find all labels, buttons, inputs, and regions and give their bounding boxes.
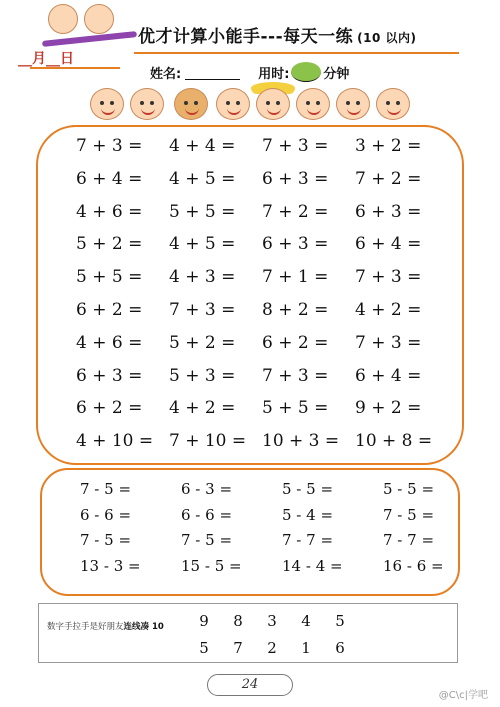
date-underline [30, 67, 120, 69]
math-problem: 5 + 5 = [169, 201, 236, 222]
worksheet-title [138, 22, 417, 47]
make-ten-top-numbers [187, 612, 357, 630]
make-ten-number[interactable]: 9 [199, 612, 209, 630]
math-problem: 5 - 5 = [282, 480, 334, 498]
make-ten-instruction-prefix: 数字手拉手是好朋友 [47, 622, 124, 632]
math-problem: 5 + 2 = [169, 332, 236, 353]
math-problem: 4 + 6 = [76, 332, 143, 353]
math-problem: 4 + 5 = [169, 168, 236, 189]
math-problem: 16 - 6 = [383, 556, 444, 575]
math-problem: 7 + 3 = [262, 136, 329, 156]
math-problem: 4 + 2 = [169, 398, 236, 419]
date-label: __月__日 [18, 51, 74, 67]
math-problem: 6 + 3 = [355, 201, 422, 222]
child-face-icon [256, 88, 290, 120]
math-problem: 7 + 3 = [355, 332, 422, 353]
math-problem: 4 + 3 = [169, 267, 236, 288]
make-ten-number[interactable]: 7 [233, 639, 243, 657]
title-rule [134, 52, 459, 54]
math-problem: 7 + 10 = [169, 431, 247, 452]
worksheet-header [0, 0, 500, 120]
make-ten-number[interactable]: 5 [335, 612, 345, 630]
math-problem: 7 + 3 = [262, 365, 329, 386]
make-ten-instruction-bold: 连线凑 10 [123, 622, 164, 632]
child-face-icon [376, 88, 410, 120]
make-ten-number[interactable]: 4 [301, 612, 311, 630]
math-problem: 4 + 2 = [355, 299, 422, 320]
math-problem: 4 + 5 = [169, 234, 236, 255]
girls-on-branch-illustration [22, 0, 132, 48]
make-ten-number[interactable]: 5 [199, 639, 209, 657]
make-ten-instruction [47, 620, 164, 632]
bear-face-icon [174, 88, 208, 120]
math-problem: 7 + 2 = [355, 168, 422, 189]
math-problem: 7 + 3 = [355, 267, 422, 288]
math-problem: 5 + 5 = [262, 398, 329, 419]
make-ten-number[interactable]: 1 [301, 639, 311, 657]
subtraction-problems-grid [80, 477, 460, 579]
math-problem: 10 + 8 = [355, 431, 433, 452]
time-label: 用时: [258, 67, 290, 82]
math-problem: 7 + 2 = [262, 201, 329, 222]
child-face-icon [130, 88, 164, 120]
children-faces-illustration [70, 80, 450, 124]
math-problem: 6 + 4 = [355, 234, 422, 255]
math-problem: 5 + 5 = [76, 267, 143, 288]
math-problem: 6 - 6 = [181, 505, 233, 524]
name-label: 姓名: [150, 67, 182, 82]
math-problem: 7 + 1 = [262, 267, 329, 288]
child-face-icon [90, 88, 124, 120]
math-problem: 5 + 2 = [76, 234, 143, 255]
math-problem: 6 - 6 = [80, 505, 132, 524]
title-main: 优才计算小能手---每天一练 [138, 27, 354, 47]
math-problem: 7 - 5 = [181, 531, 233, 549]
math-problem: 3 + 2 = [355, 136, 422, 156]
math-problem: 5 + 3 = [169, 365, 236, 386]
math-problem: 7 + 3 = [76, 136, 143, 156]
make-ten-number[interactable]: 6 [335, 639, 345, 657]
balloon-icon [291, 62, 321, 82]
math-problem: 9 + 2 = [355, 398, 422, 419]
math-problem: 6 + 3 = [262, 168, 329, 189]
math-problem: 5 - 5 = [383, 480, 435, 498]
math-problem: 6 + 2 = [76, 398, 143, 419]
name-time-row [150, 62, 349, 82]
math-problem: 15 - 5 = [181, 556, 242, 575]
watermark: @C\c|学吧 [438, 690, 488, 701]
make-ten-number[interactable]: 3 [267, 612, 277, 630]
math-problem: 4 + 10 = [76, 431, 154, 452]
math-problem: 7 - 5 = [80, 480, 132, 498]
math-problem: 7 - 5 = [383, 505, 435, 524]
math-problem: 7 - 5 = [80, 531, 132, 549]
make-ten-number[interactable]: 8 [233, 612, 243, 630]
math-problem: 4 + 6 = [76, 201, 143, 222]
child-face-icon [216, 88, 250, 120]
child-face-icon [296, 88, 330, 120]
math-problem: 6 - 3 = [181, 480, 233, 498]
math-problem: 6 + 2 = [262, 332, 329, 353]
title-subtitle: (10 以内) [357, 31, 417, 45]
math-problem: 7 - 7 = [282, 531, 334, 549]
make-ten-bottom-numbers [187, 639, 357, 657]
math-problem: 8 + 2 = [262, 299, 329, 320]
math-problem: 6 + 3 = [76, 365, 143, 386]
math-problem: 5 - 4 = [282, 505, 334, 524]
math-problem: 7 + 3 = [169, 299, 236, 320]
math-problem: 10 + 3 = [262, 431, 340, 452]
make-ten-number[interactable]: 2 [267, 639, 277, 657]
time-unit: 分钟 [323, 67, 350, 82]
math-problem: 6 + 4 = [355, 365, 422, 386]
math-problem: 6 + 3 = [262, 234, 329, 255]
child-face-icon [336, 88, 370, 120]
math-problem: 6 + 2 = [76, 299, 143, 320]
math-problem: 13 - 3 = [80, 556, 141, 575]
math-problem: 6 + 4 = [76, 168, 143, 189]
math-problem: 4 + 4 = [169, 136, 236, 156]
addition-problems-grid [42, 130, 462, 460]
math-problem: 14 - 4 = [282, 556, 343, 575]
page-number: 24 [207, 674, 293, 696]
math-problem: 7 - 7 = [383, 531, 435, 549]
